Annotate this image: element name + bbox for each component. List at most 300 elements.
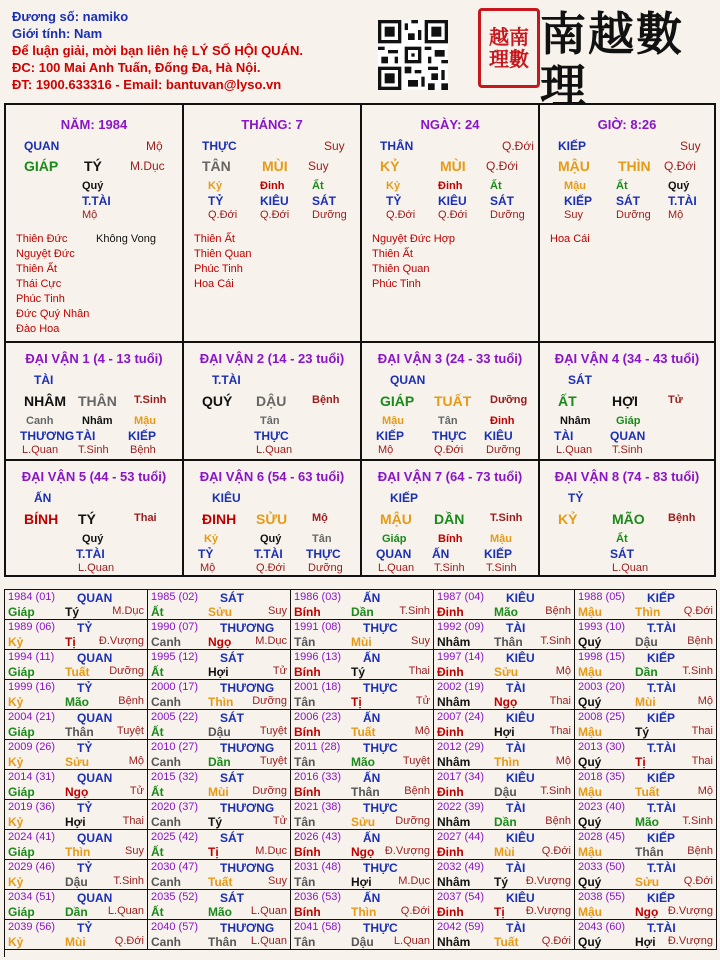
year-stem: Canh xyxy=(151,695,181,709)
year-star: KIẾP xyxy=(647,711,676,725)
main-star: THỰC xyxy=(202,139,237,153)
year-cell[interactable] xyxy=(434,680,575,710)
header-info xyxy=(12,8,303,93)
year-stem: Bính xyxy=(294,665,321,679)
year-stem: Quý xyxy=(578,935,602,949)
year-cell[interactable] xyxy=(575,590,717,620)
year-stem: Nhâm xyxy=(437,875,471,889)
year-cell[interactable] xyxy=(434,920,575,950)
earthly-branch: THÂN xyxy=(78,393,117,409)
year-stage: Dưỡng xyxy=(109,665,144,677)
heavenly-stem: MẬU xyxy=(558,158,590,174)
year-branch: Tuất xyxy=(208,875,233,889)
seal-text: 越南理數 xyxy=(489,25,529,71)
year-branch: Thìn xyxy=(65,845,91,859)
year-cell[interactable] xyxy=(5,860,148,890)
dai-van-title: ĐẠI VẬN 8 (74 - 83 tuổi) xyxy=(554,469,700,484)
year-stage: Tuyệt xyxy=(259,755,287,767)
hidden-stage: L.Quan xyxy=(612,562,649,574)
year-branch: Thân xyxy=(635,845,664,859)
year-cell[interactable] xyxy=(291,920,434,950)
hidden-star: QUAN xyxy=(610,429,646,443)
hidden-star: KIÊU xyxy=(438,194,467,208)
year-branch: Hợi xyxy=(635,935,656,949)
year-star: T.TÀI xyxy=(647,741,676,755)
year-cell[interactable] xyxy=(5,770,148,800)
year-cell[interactable] xyxy=(148,590,291,620)
year-label: 2010 (27) xyxy=(151,741,199,753)
stage-branch: Dưỡng xyxy=(490,394,528,406)
year-cell[interactable] xyxy=(148,860,291,890)
year-star: THỰC xyxy=(363,921,398,935)
year-cell[interactable] xyxy=(5,620,148,650)
year-stage: Suy xyxy=(411,635,430,647)
year-cell[interactable] xyxy=(575,710,717,740)
hidden-stage: Bệnh xyxy=(130,444,156,456)
main-star: ẤN xyxy=(34,491,52,505)
year-branch: Ngọ xyxy=(635,905,659,919)
year-stem: Giáp xyxy=(8,605,35,619)
hidden-stage: L.Quan xyxy=(378,562,415,574)
year-cell[interactable] xyxy=(5,590,148,620)
dai-van-cell xyxy=(6,343,184,461)
year-label: 2027 (44) xyxy=(437,831,485,843)
hidden-stem: Mậu xyxy=(134,415,156,427)
year-cell[interactable] xyxy=(5,920,148,950)
year-label: 1998 (15) xyxy=(578,651,626,663)
contact-line-1: Để luận giải, mời bạn liên hệ LÝ SỐ HỘI QUÁN. xyxy=(12,43,303,58)
year-star: ẤN xyxy=(363,831,381,845)
earthly-branch: MÙI xyxy=(440,158,466,174)
year-cell[interactable] xyxy=(434,740,575,770)
year-stem: Mậu xyxy=(578,905,602,919)
year-stage: Đ.Vượng xyxy=(525,905,571,917)
hidden-stage: Dưỡng xyxy=(490,209,525,221)
auspicious-star: Thiên Quan xyxy=(194,248,252,260)
main-star: QUAN xyxy=(390,373,426,387)
year-cell[interactable] xyxy=(5,830,148,860)
year-label: 1985 (02) xyxy=(151,591,199,603)
year-stem: Quý xyxy=(578,815,602,829)
year-stem: Nhâm xyxy=(437,755,471,769)
dai-van-cell xyxy=(184,343,362,461)
year-cell[interactable] xyxy=(575,680,717,710)
hidden-stage: Suy xyxy=(564,209,583,221)
heavenly-stem: ẤT xyxy=(558,393,577,409)
hidden-stage: T.Sinh xyxy=(434,562,465,574)
stage-top: Mộ xyxy=(146,139,163,153)
year-cell[interactable] xyxy=(434,800,575,830)
year-stage: Mộ xyxy=(555,755,571,767)
year-branch: Sửu xyxy=(65,755,90,769)
dai-van-cell xyxy=(362,343,540,461)
year-star: KIÊU xyxy=(506,591,535,605)
year-branch: Tị xyxy=(635,755,646,769)
year-cell[interactable] xyxy=(291,860,434,890)
year-label: 2039 (56) xyxy=(8,921,56,933)
year-cell[interactable] xyxy=(575,650,717,680)
year-stem: Đinh xyxy=(437,905,464,919)
year-label: 2017 (34) xyxy=(437,771,485,783)
year-cell[interactable] xyxy=(5,800,148,830)
year-stage: Đ.Vượng xyxy=(667,905,713,917)
pillar-cell xyxy=(6,105,184,343)
year-star: THỰC xyxy=(363,861,398,875)
year-star: QUAN xyxy=(77,711,113,725)
year-cell[interactable] xyxy=(148,620,291,650)
year-stage: Tử xyxy=(129,785,144,797)
hidden-star: SÁT xyxy=(490,194,514,208)
name-label: Đương số: xyxy=(12,9,80,24)
main-star: KIẾP xyxy=(390,491,419,505)
main-star: TỶ xyxy=(568,491,584,505)
stage-top: Suy xyxy=(680,139,701,153)
hidden-stem: Quý xyxy=(260,533,282,545)
year-label: 2037 (54) xyxy=(437,891,485,903)
year-star: TÀI xyxy=(506,861,526,875)
year-label: 1996 (13) xyxy=(294,651,342,663)
year-stage: Đ.Vượng xyxy=(667,935,713,947)
dai-van-title: ĐẠI VẬN 1 (4 - 13 tuổi) xyxy=(25,351,163,366)
year-stem: Mậu xyxy=(578,725,602,739)
year-star: ẤN xyxy=(363,891,381,905)
year-star: SÁT xyxy=(220,711,244,725)
hidden-stage: Dưỡng xyxy=(308,562,343,574)
year-cell[interactable] xyxy=(434,890,575,920)
year-stage: M.Dục xyxy=(255,845,287,857)
stage-branch: Q.Đới xyxy=(486,159,518,173)
year-cell[interactable] xyxy=(5,650,148,680)
hidden-stem: Nhâm xyxy=(82,415,113,427)
year-stem: Tân xyxy=(294,815,316,829)
year-cell[interactable] xyxy=(575,830,717,860)
year-star: KIÊU xyxy=(506,891,535,905)
year-stem: Ất xyxy=(151,845,164,859)
year-cell[interactable] xyxy=(5,890,148,920)
year-cell[interactable] xyxy=(434,830,575,860)
main-star: KIẾP xyxy=(558,139,587,153)
year-stage: Thai xyxy=(549,695,571,707)
year-star: TÀI xyxy=(506,681,526,695)
year-cell[interactable] xyxy=(434,860,575,890)
year-branch: Sửu xyxy=(208,605,233,619)
year-label: 2011 (28) xyxy=(294,741,341,753)
year-star: TỶ xyxy=(77,861,93,875)
year-label: 2018 (35) xyxy=(578,771,626,783)
year-cell[interactable] xyxy=(148,740,291,770)
year-label: 2019 (36) xyxy=(8,801,56,813)
qr-code-icon[interactable] xyxy=(378,20,448,90)
year-label: 2023 (40) xyxy=(578,801,626,813)
year-branch: Dậu xyxy=(351,935,374,949)
hidden-stem: Giáp xyxy=(616,415,641,427)
earthly-branch: DẬU xyxy=(256,393,287,409)
year-branch: Sửu xyxy=(494,665,519,679)
year-stage: L.Quan xyxy=(393,935,430,947)
hidden-star: T.TÀI xyxy=(668,194,697,208)
year-cell[interactable] xyxy=(291,590,434,620)
year-cell[interactable] xyxy=(575,740,717,770)
auspicious-star: Phúc Tinh xyxy=(372,278,421,290)
year-label: 2042 (59) xyxy=(437,921,485,933)
earthly-branch: DẦN xyxy=(434,511,465,527)
hidden-stage: Q.Đới xyxy=(256,562,286,574)
earthly-branch: TUẤT xyxy=(434,393,472,409)
year-cell[interactable] xyxy=(291,770,434,800)
year-stem: Đinh xyxy=(437,725,464,739)
hidden-star: SÁT xyxy=(616,194,640,208)
year-branch: Thìn xyxy=(208,695,234,709)
year-stage: Mộ xyxy=(555,665,571,677)
year-star: SÁT xyxy=(220,831,244,845)
year-branch: Dần xyxy=(351,605,374,619)
hidden-star: KIÊU xyxy=(484,429,513,443)
year-stage: Bệnh xyxy=(118,695,144,707)
year-cell[interactable] xyxy=(575,860,717,890)
main-star: KIÊU xyxy=(212,491,241,505)
year-star: TÀI xyxy=(506,801,526,815)
year-branch: Thìn xyxy=(494,755,520,769)
year-cell[interactable] xyxy=(575,620,717,650)
year-cell[interactable] xyxy=(291,740,434,770)
year-label: 2020 (37) xyxy=(151,801,199,813)
year-star: TÀI xyxy=(506,741,526,755)
year-branch: Dậu xyxy=(208,725,231,739)
year-cell[interactable] xyxy=(291,800,434,830)
year-stem: Kỷ xyxy=(8,875,24,889)
year-stem: Nhâm xyxy=(437,935,471,949)
year-stage: L.Quan xyxy=(107,905,144,917)
year-branch: Thìn xyxy=(351,905,377,919)
year-stem: Kỷ xyxy=(8,815,24,829)
year-branch: Mùi xyxy=(351,635,372,649)
year-cell[interactable] xyxy=(148,830,291,860)
year-stem: Mậu xyxy=(578,605,602,619)
hidden-star: THỰC xyxy=(254,429,289,443)
hidden-stage: T.Sinh xyxy=(486,562,517,574)
year-stage: Bệnh xyxy=(545,605,571,617)
year-stage: Bệnh xyxy=(404,785,430,797)
year-star: THƯƠNG xyxy=(220,681,275,695)
year-cell[interactable] xyxy=(5,680,148,710)
year-cell[interactable] xyxy=(148,890,291,920)
year-stem: Bính xyxy=(294,725,321,739)
year-branch: Tị xyxy=(65,635,76,649)
stage-branch: M.Dục xyxy=(130,159,165,173)
year-branch: Tý xyxy=(351,665,366,679)
year-label: 2006 (23) xyxy=(294,711,342,723)
year-stem: Canh xyxy=(151,875,181,889)
year-star: TỶ xyxy=(77,681,93,695)
year-cell[interactable] xyxy=(434,770,575,800)
hidden-stem: Canh xyxy=(26,415,54,427)
year-cell[interactable] xyxy=(148,800,291,830)
year-label: 1997 (14) xyxy=(437,651,485,663)
year-stage: Mộ xyxy=(414,725,430,737)
year-cell[interactable] xyxy=(575,770,717,800)
year-cell[interactable] xyxy=(5,710,148,740)
year-star: THƯƠNG xyxy=(220,921,275,935)
year-stage: Bệnh xyxy=(687,845,713,857)
year-star: KIẾP xyxy=(647,771,676,785)
year-star: THỰC xyxy=(363,621,398,635)
earthly-branch: THÌN xyxy=(618,158,651,174)
hidden-stem: Quý xyxy=(82,533,104,545)
year-label: 2016 (33) xyxy=(294,771,342,783)
dai-van-title: ĐẠI VẬN 6 (54 - 63 tuổi) xyxy=(199,469,345,484)
year-cell[interactable] xyxy=(148,920,291,950)
year-label: 2041 (58) xyxy=(294,921,342,933)
year-stage: Dưỡng xyxy=(252,695,287,707)
stage-top: Q.Đới xyxy=(502,139,534,153)
brand-logo-text: 南越數理 xyxy=(540,7,684,113)
hidden-star: THỰC xyxy=(432,429,467,443)
stage-branch: Bệnh xyxy=(668,512,696,524)
main-star: QUAN xyxy=(24,139,60,153)
year-branch: Tý xyxy=(208,815,223,829)
year-cell[interactable] xyxy=(434,710,575,740)
hidden-stem: Đinh xyxy=(490,415,515,427)
year-stem: Kỷ xyxy=(8,755,24,769)
hidden-star: ẤN xyxy=(432,547,450,561)
year-cell[interactable] xyxy=(148,680,291,710)
year-cell[interactable] xyxy=(148,770,291,800)
auspicious-star: Nguyệt Đức Hợp xyxy=(372,233,456,245)
year-label: 2038 (55) xyxy=(578,891,626,903)
year-star: KIẾP xyxy=(647,831,676,845)
hidden-stem: Mậu xyxy=(564,180,586,192)
year-label: 2003 (20) xyxy=(578,681,626,693)
year-branch: Hợi xyxy=(494,725,515,739)
earthly-branch: MÙI xyxy=(262,158,288,174)
year-star: KIÊU xyxy=(506,771,535,785)
year-label: 2033 (50) xyxy=(578,861,626,873)
main-star: TÀI xyxy=(34,373,54,387)
year-label: 1984 (01) xyxy=(8,591,56,603)
year-stage: Thai xyxy=(408,665,430,677)
year-stem: Ất xyxy=(151,605,164,619)
year-stem: Bính xyxy=(294,905,321,919)
auspicious-star: Đào Hoa xyxy=(16,323,60,335)
year-star: THƯƠNG xyxy=(220,801,275,815)
year-cell[interactable] xyxy=(575,890,717,920)
year-label: 1995 (12) xyxy=(151,651,199,663)
year-label: 2000 (17) xyxy=(151,681,199,693)
year-stage: Đ.Vượng xyxy=(525,875,571,887)
year-cell[interactable] xyxy=(291,680,434,710)
year-stage: T.Sinh xyxy=(682,665,713,677)
heavenly-stem: KỶ xyxy=(380,158,400,174)
stage-branch: Thai xyxy=(134,512,157,524)
year-stem: Bính xyxy=(294,845,321,859)
main-star: THÂN xyxy=(380,139,414,153)
year-cell[interactable] xyxy=(148,650,291,680)
hidden-stem: Tân xyxy=(260,415,280,427)
year-label: 1988 (05) xyxy=(578,591,626,603)
year-stage: Mộ xyxy=(128,755,144,767)
year-label: 1991 (08) xyxy=(294,621,342,633)
year-branch: Tuất xyxy=(635,785,660,799)
year-cell[interactable] xyxy=(148,710,291,740)
name-value: namiko xyxy=(82,9,129,24)
year-stem: Giáp xyxy=(8,845,35,859)
year-branch: Dậu xyxy=(65,875,88,889)
year-star: QUAN xyxy=(77,651,113,665)
year-cell[interactable] xyxy=(291,620,434,650)
year-cell[interactable] xyxy=(434,650,575,680)
year-branch: Mùi xyxy=(208,785,229,799)
year-branch: Thân xyxy=(351,785,380,799)
year-stem: Đinh xyxy=(437,845,464,859)
hidden-star: KIẾP xyxy=(376,429,405,443)
dai-van-cell xyxy=(540,343,714,461)
year-stage: Mộ xyxy=(697,785,713,797)
year-stage: T.Sinh xyxy=(399,605,430,617)
year-branch: Tý xyxy=(65,605,80,619)
year-stage: Q.Đới xyxy=(541,845,571,857)
hidden-stage: Q.Đới xyxy=(260,209,290,221)
year-cell[interactable] xyxy=(434,590,575,620)
year-stem: Giáp xyxy=(8,785,35,799)
year-branch: Mão xyxy=(635,815,659,829)
year-branch: Mão xyxy=(65,695,89,709)
year-label: 2004 (21) xyxy=(8,711,56,723)
auspicious-star: Thiên Ất xyxy=(194,233,235,245)
year-label: 2032 (49) xyxy=(437,861,485,873)
auspicious-star: Không Vong xyxy=(96,233,156,245)
hidden-stem: Quý xyxy=(82,180,104,192)
auspicious-star: Thiên Ất xyxy=(372,248,413,260)
hidden-stem: Bính xyxy=(438,533,463,545)
year-star: QUAN xyxy=(77,771,113,785)
year-star: SÁT xyxy=(220,591,244,605)
year-cell[interactable] xyxy=(575,920,717,950)
hidden-stage: Mộ xyxy=(378,444,394,456)
year-stage: T.Sinh xyxy=(540,785,571,797)
year-stage: Đ.Vượng xyxy=(98,635,144,647)
hidden-star: TÀI xyxy=(554,429,574,443)
stage-branch: T.Sinh xyxy=(134,394,167,406)
year-branch: Tị xyxy=(494,905,505,919)
year-label: 2015 (32) xyxy=(151,771,199,783)
year-label: 2013 (30) xyxy=(578,741,626,753)
year-stem: Bính xyxy=(294,605,321,619)
hidden-stem: Ất xyxy=(616,180,628,192)
year-cell[interactable] xyxy=(291,650,434,680)
year-stem: Mậu xyxy=(578,845,602,859)
year-branch: Mùi xyxy=(65,935,86,949)
year-star: TỶ xyxy=(77,801,93,815)
earthly-branch: HỢI xyxy=(612,393,638,409)
year-cell[interactable] xyxy=(434,620,575,650)
year-branch: Dần xyxy=(494,815,517,829)
year-cell[interactable] xyxy=(291,710,434,740)
year-star: TÀI xyxy=(506,921,526,935)
year-star: SÁT xyxy=(220,651,244,665)
year-stem: Canh xyxy=(151,935,181,949)
year-branch: Thân xyxy=(65,725,94,739)
year-branch: Thân xyxy=(208,935,237,949)
pillar-title: GIỜ: 8:26 xyxy=(597,117,657,132)
year-branch: Mão xyxy=(351,755,375,769)
year-cell[interactable] xyxy=(575,800,717,830)
year-cell[interactable] xyxy=(291,830,434,860)
year-stage: T.Sinh xyxy=(113,875,144,887)
year-stem: Canh xyxy=(151,815,181,829)
year-stem: Mậu xyxy=(578,665,602,679)
year-cell[interactable] xyxy=(5,740,148,770)
year-cell[interactable] xyxy=(291,890,434,920)
